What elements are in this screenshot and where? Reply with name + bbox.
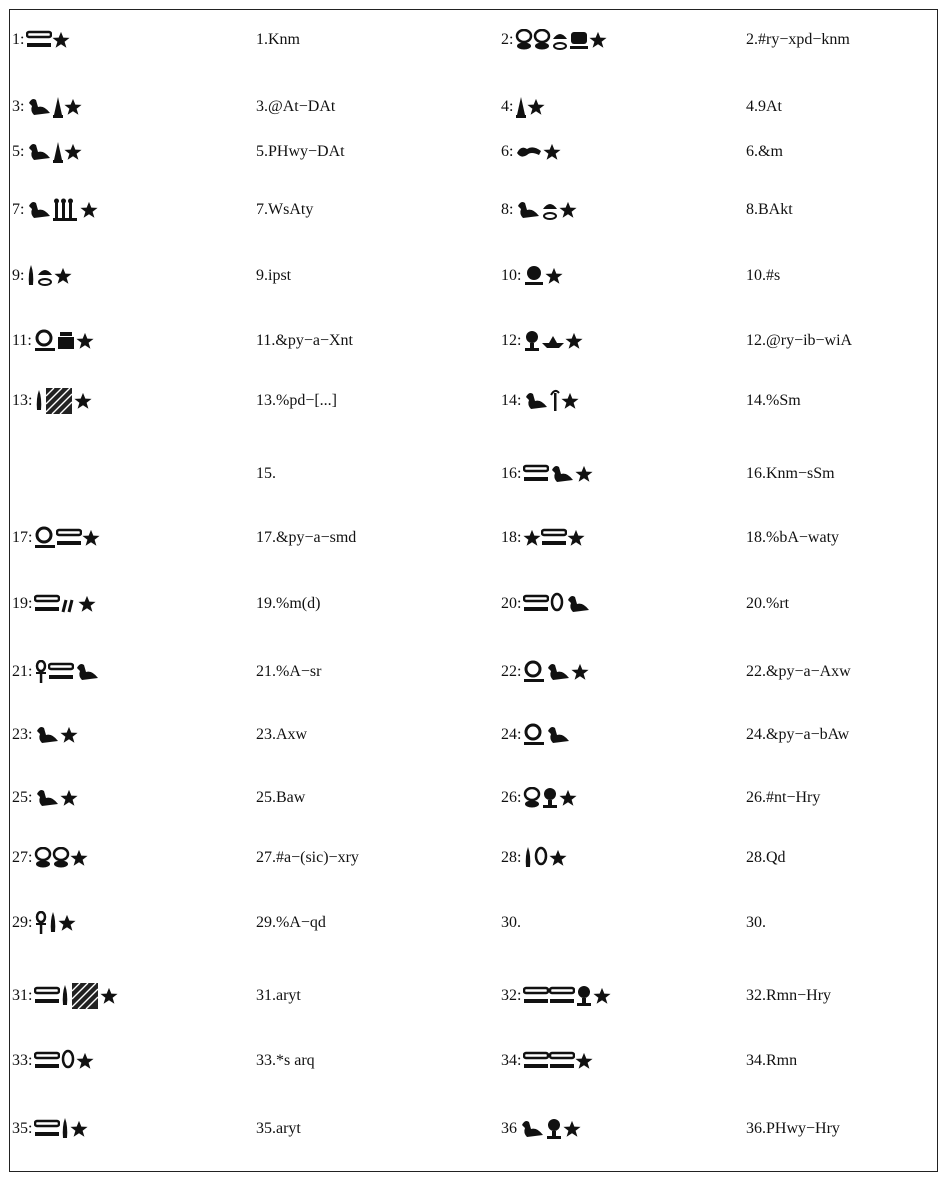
transliteration: 1.Knm (256, 31, 300, 48)
bird-icon (26, 95, 52, 119)
entry-number: 13: (12, 392, 33, 409)
pool-sign-icon (48, 661, 74, 683)
star-icon (54, 267, 72, 285)
entry-number-cell (12, 715, 78, 755)
pool-sign-icon (34, 985, 60, 1007)
entry-number: 8: (501, 201, 514, 218)
entry-number: 14: (501, 392, 522, 409)
cone-icon (52, 140, 64, 164)
hieroglyph-group (515, 198, 577, 222)
ankh-icon (34, 911, 48, 935)
pool-sign-icon (549, 1050, 575, 1072)
transliteration: 3.@At−DAt (256, 98, 336, 115)
transliteration: 16.Knm−sSm (746, 465, 835, 482)
entry-number-cell (12, 651, 100, 693)
reed-icon (48, 910, 58, 936)
star-icon (80, 201, 98, 219)
hieroglyph-group (523, 462, 593, 486)
hieroglyph-group (34, 786, 78, 810)
hieroglyph-group (34, 981, 118, 1011)
hieroglyph-group (519, 1117, 581, 1141)
table-row (10, 320, 937, 362)
entry-number: 23: (12, 726, 33, 743)
entry-number-cell (501, 584, 591, 624)
cone-icon (52, 95, 64, 119)
star-icon (70, 1120, 88, 1138)
entry-number-cell (12, 584, 96, 624)
transliteration: 25.Baw (256, 789, 306, 806)
hieroglyph-group (34, 847, 88, 869)
bird-icon (565, 592, 591, 616)
block-icon (56, 330, 76, 352)
entry-number: 28: (501, 849, 522, 866)
hieroglyph-group (515, 29, 607, 51)
bird-icon (34, 786, 60, 810)
entry-number: 36 (501, 1120, 517, 1137)
transliteration: 18.%bA−waty (746, 529, 840, 546)
star-icon (60, 789, 78, 807)
transliteration: 13.%pd−[...] (256, 392, 338, 409)
hieroglyph-group (523, 660, 589, 684)
pool-sign-icon (541, 527, 567, 549)
pot-icon (533, 29, 551, 51)
table-row (10, 902, 937, 944)
transliteration: 6.&m (746, 143, 783, 160)
pool-sign-icon (549, 985, 575, 1007)
pot-icon (34, 847, 52, 869)
entry-number-cell (501, 902, 521, 944)
hieroglyph-group (523, 329, 583, 353)
hatch-icon (44, 386, 74, 416)
entry-number: 19: (12, 595, 33, 612)
transliteration: 23.Axw (256, 726, 308, 743)
entry-number-cell (501, 190, 577, 230)
star-icon (543, 143, 561, 161)
head-icon (523, 723, 545, 747)
reeds-icon (52, 197, 80, 223)
transliteration: 5.PHwy−DAt (256, 143, 345, 160)
hieroglyph-group (34, 1116, 88, 1142)
hieroglyph-group (26, 95, 82, 119)
entry-number-cell (501, 256, 563, 296)
table-row (10, 1109, 937, 1149)
entry-number: 2: (501, 31, 514, 48)
table-row (10, 256, 937, 296)
entry-number-cell (501, 517, 585, 559)
transliteration: 20.%rt (746, 595, 790, 612)
hieroglyph-group (34, 386, 92, 416)
entry-number-cell (501, 132, 561, 172)
reed-icon (60, 1116, 70, 1142)
entry-number-cell (501, 777, 577, 819)
star-icon (78, 595, 96, 613)
bird-icon (519, 1117, 545, 1141)
loop-icon (549, 592, 565, 616)
pool-sign-icon (34, 593, 60, 615)
star-icon (60, 726, 78, 744)
hieroglyph-group (26, 263, 72, 289)
entry-number: 4: (501, 98, 514, 115)
hieroglyph-group (515, 95, 545, 119)
transliteration: 8.BAkt (746, 201, 793, 218)
star-icon (76, 1052, 94, 1070)
entry-number: 35: (12, 1120, 33, 1137)
entry-number-cell (501, 86, 545, 128)
transliteration: 30. (746, 914, 766, 931)
hieroglyph-group (34, 593, 96, 615)
entry-number: 22: (501, 663, 522, 680)
star-icon (567, 529, 585, 547)
transliteration: 15. (256, 465, 276, 482)
hieroglyph-group (515, 143, 561, 161)
hieroglyph-group (523, 1050, 593, 1072)
entry-number-cell (501, 320, 583, 362)
entry-number-cell (12, 1109, 88, 1149)
loop-icon (60, 1049, 76, 1073)
bird-icon (74, 660, 100, 684)
hieroglyph-group (34, 723, 78, 747)
table-row (10, 777, 937, 819)
transliteration: 9.ipst (256, 267, 292, 284)
bread-icon (551, 29, 569, 51)
pool-sign-icon (34, 1118, 60, 1140)
hieroglyph-group (26, 197, 98, 223)
bird-icon (523, 389, 549, 413)
head-icon (34, 526, 56, 550)
entry-number: 25: (12, 789, 33, 806)
bread-icon (541, 199, 559, 221)
table-row (10, 132, 937, 172)
bird-icon (26, 198, 52, 222)
transliteration: 11.&py−a−Xnt (256, 332, 353, 349)
bird-icon (515, 198, 541, 222)
hieroglyph-group (523, 845, 567, 871)
star-icon (575, 1052, 593, 1070)
star-icon (575, 465, 593, 483)
star-icon (70, 849, 88, 867)
entry-number: 27: (12, 849, 33, 866)
transliteration: 10.#s (746, 267, 781, 284)
reed-icon (34, 388, 44, 414)
transliteration: 26.#nt−Hry (746, 789, 821, 806)
entry-number: 34: (501, 1052, 522, 1069)
hieroglyph-group (523, 592, 591, 616)
table-frame (9, 9, 938, 1172)
entry-number: 17: (12, 529, 33, 546)
entry-number: 31: (12, 987, 33, 1004)
star-icon (559, 201, 577, 219)
hatch-icon (70, 981, 100, 1011)
basket-icon (569, 29, 589, 51)
entry-number: 16: (501, 465, 522, 482)
star-icon (545, 267, 563, 285)
hieroglyph-group (523, 389, 579, 413)
entry-number-cell (12, 517, 100, 559)
table-row (10, 20, 937, 60)
star-icon (100, 987, 118, 1005)
pool-sign-icon (34, 1050, 60, 1072)
entry-number-cell (12, 381, 92, 421)
entry-number-cell (12, 902, 76, 944)
pool-sign-icon (523, 593, 549, 615)
transliteration: 4.9At (746, 98, 782, 115)
transliteration: 29.%A−qd (256, 914, 326, 931)
star-icon (76, 332, 94, 350)
entry-number-cell (12, 320, 94, 362)
entry-number: 6: (501, 143, 514, 160)
transliteration: 21.%A−sr (256, 663, 322, 680)
loop-icon (533, 846, 549, 870)
entry-number: 20: (501, 595, 522, 612)
table-row (10, 651, 937, 693)
entry-number: 7: (12, 201, 25, 218)
star-icon (563, 1120, 581, 1138)
hieroglyph-group (34, 910, 76, 936)
heart-icon (523, 329, 541, 353)
sledge-icon (515, 143, 543, 161)
entry-number-cell (501, 381, 579, 421)
entry-number: 30. (501, 914, 521, 931)
heart-icon (545, 1117, 563, 1141)
entry-number-cell (501, 1040, 593, 1082)
bird-icon (26, 140, 52, 164)
hieroglyph-group (26, 29, 70, 51)
entry-number-cell (501, 715, 571, 755)
star-icon (549, 849, 567, 867)
transliteration: 7.WsAty (256, 201, 314, 218)
transliteration: 19.%m(d) (256, 595, 321, 612)
hieroglyph-group (34, 660, 100, 684)
head-icon (523, 660, 545, 684)
transliteration: 36.PHwy−Hry (746, 1120, 840, 1137)
pot-icon (52, 847, 70, 869)
entry-number-cell (501, 972, 611, 1020)
entry-number-cell (501, 838, 567, 878)
transliteration: 2.#ry−xpd−knm (746, 31, 850, 48)
pool-sign-icon (523, 1050, 549, 1072)
pot-icon (523, 787, 541, 809)
entry-number: 1: (12, 31, 25, 48)
entry-number-cell (501, 20, 607, 60)
star-icon (64, 143, 82, 161)
reed-icon (26, 263, 36, 289)
heart-icon (541, 786, 559, 810)
star-icon (571, 663, 589, 681)
pool-sign-icon (56, 527, 82, 549)
cone-icon (515, 95, 527, 119)
entry-number: 10: (501, 267, 522, 284)
legs-icon (60, 594, 78, 614)
bread-icon (36, 265, 54, 287)
reed-icon (60, 983, 70, 1009)
entry-number: 11: (12, 332, 32, 349)
star-icon (593, 987, 611, 1005)
bird-icon (545, 723, 571, 747)
head-icon (34, 329, 56, 353)
entry-number-cell (12, 972, 118, 1020)
hieroglyph-group (34, 526, 100, 550)
star-icon (559, 789, 577, 807)
pool-sign-icon (523, 985, 549, 1007)
entry-number: 9: (12, 267, 25, 284)
entry-number: 3: (12, 98, 25, 115)
pool-sign-icon (523, 463, 549, 485)
star-icon (527, 98, 545, 116)
transliteration: 27.#a−(sic)−xry (256, 849, 359, 866)
entry-number: 12: (501, 332, 522, 349)
transliteration: 28.Qd (746, 849, 786, 866)
entry-number: 26: (501, 789, 522, 806)
table-row (10, 838, 937, 878)
entry-number: 5: (12, 143, 25, 160)
hieroglyph-group (26, 140, 82, 164)
table-row (10, 517, 937, 559)
entry-number: 32: (501, 987, 522, 1004)
entry-number: 29: (12, 914, 33, 931)
star-icon (52, 31, 70, 49)
entry-number-cell (12, 86, 82, 128)
entry-number-cell (501, 651, 589, 693)
entry-number: 24: (501, 726, 522, 743)
entry-number-cell (12, 1040, 94, 1082)
entry-number-cell (12, 20, 70, 60)
transliteration: 22.&py−a−Axw (746, 663, 851, 680)
hieroglyph-group (34, 329, 94, 353)
reed-icon (523, 845, 533, 871)
entry-number: 21: (12, 663, 33, 680)
pool-sign-icon (26, 29, 52, 51)
transliteration: 33.*s arq (256, 1052, 315, 1069)
table-row (10, 972, 937, 1020)
star-icon (58, 914, 76, 932)
hieroglyph-group (523, 786, 577, 810)
star-icon (82, 529, 100, 547)
star-icon (561, 392, 579, 410)
star-icon (565, 332, 583, 350)
transliteration: 24.&py−a−bAw (746, 726, 850, 743)
hieroglyph-group (523, 984, 611, 1008)
transliteration: 17.&py−a−smd (256, 529, 357, 546)
entry-number-cell (12, 777, 78, 819)
ankh-icon (34, 660, 48, 684)
heart-icon (575, 984, 593, 1008)
table-row (10, 381, 937, 421)
hieroglyph-group (523, 723, 571, 747)
hieroglyph-group (523, 265, 563, 287)
bird-icon (34, 723, 60, 747)
table-row (10, 447, 937, 501)
entry-number-cell (501, 1109, 581, 1149)
entry-number: 33: (12, 1052, 33, 1069)
star-icon (523, 529, 541, 547)
transliteration: 31.aryt (256, 987, 301, 1004)
staff-icon (549, 389, 561, 413)
star-icon (589, 31, 607, 49)
entry-number-cell (501, 447, 593, 501)
table-row (10, 584, 937, 624)
star-icon (64, 98, 82, 116)
table-row (10, 86, 937, 128)
table-row (10, 1040, 937, 1082)
boat-icon (541, 333, 565, 349)
entry-number-cell (12, 256, 72, 296)
transliteration: 34.Rmn (746, 1052, 798, 1069)
transliteration: 35.aryt (256, 1120, 301, 1137)
star-icon (74, 392, 92, 410)
table-row (10, 190, 937, 230)
transliteration: 12.@ry−ib−wiA (746, 332, 853, 349)
bird-icon (549, 462, 575, 486)
entry-number-cell (12, 190, 98, 230)
pot-icon (515, 29, 533, 51)
hieroglyph-group (34, 1049, 94, 1073)
bird-icon (545, 660, 571, 684)
hieroglyph-group (523, 527, 585, 549)
entry-number-cell (12, 132, 82, 172)
table-row (10, 715, 937, 755)
entry-number-cell (12, 838, 88, 878)
transliteration: 14.%Sm (746, 392, 801, 409)
transliteration: 32.Rmn−Hry (746, 987, 832, 1004)
disk-icon (523, 265, 545, 287)
entry-number: 18: (501, 529, 522, 546)
